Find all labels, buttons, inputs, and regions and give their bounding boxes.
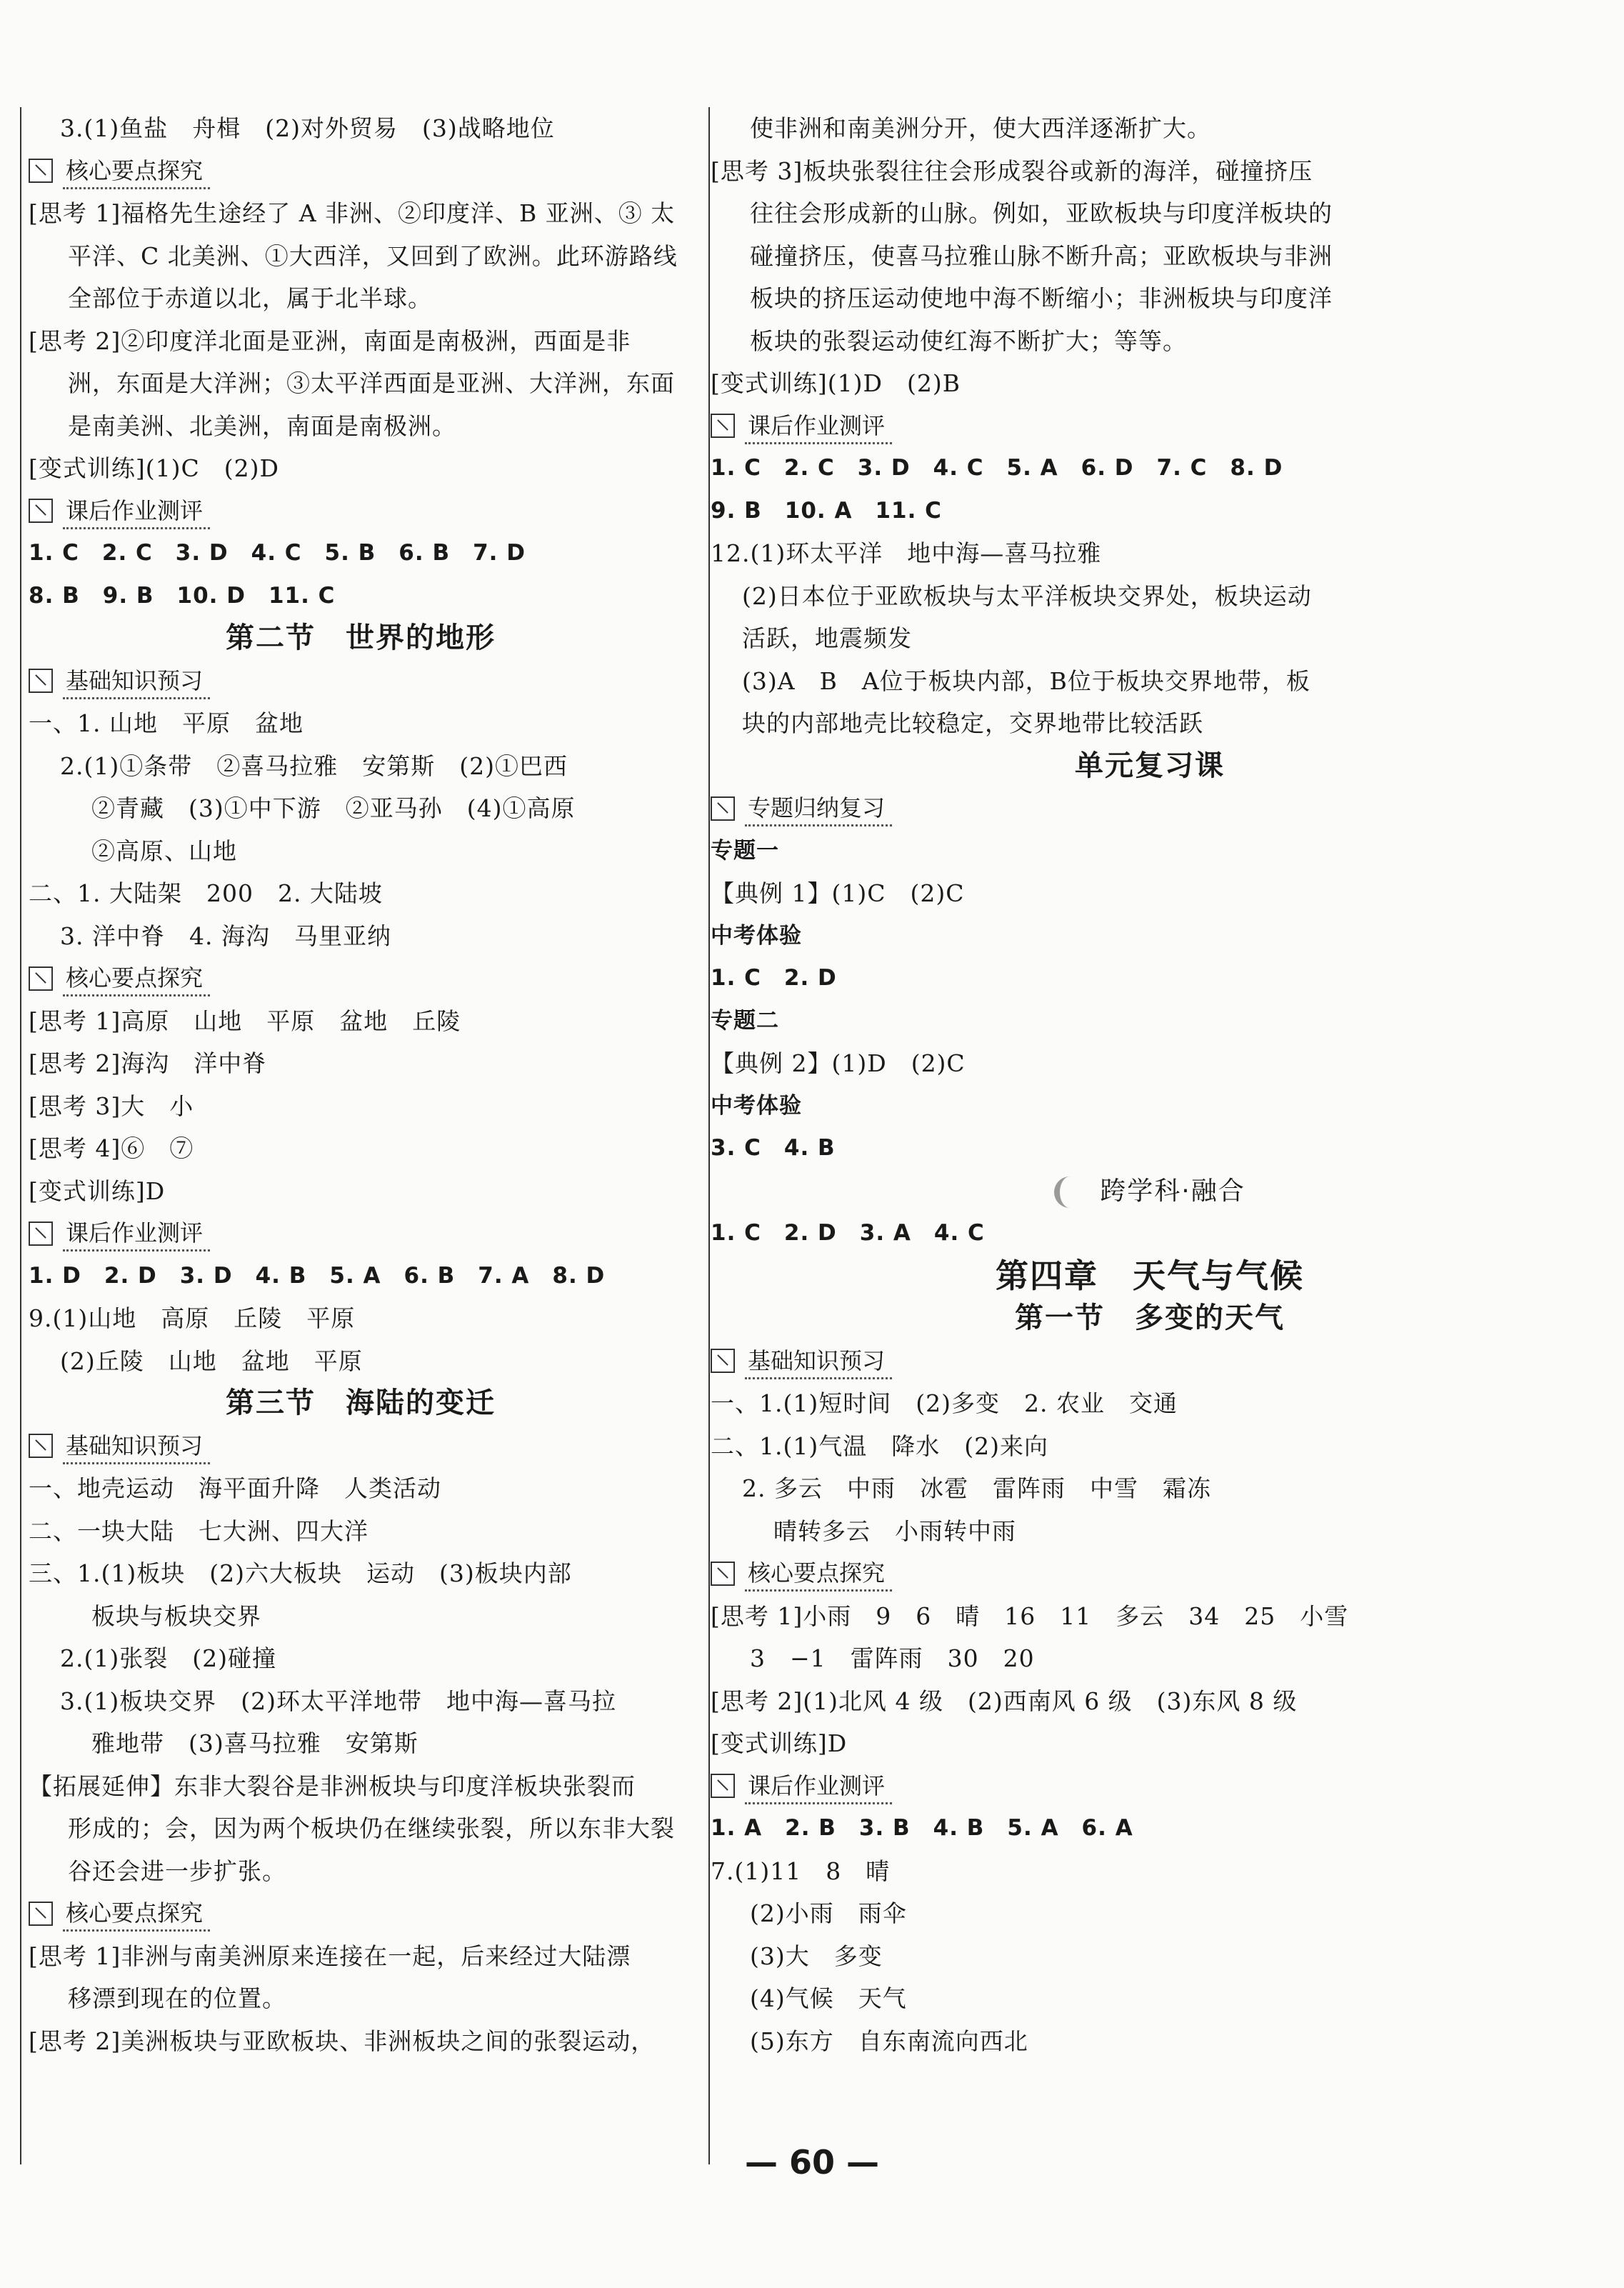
section-header	[711, 405, 1589, 448]
right-column	[711, 107, 1589, 2062]
answer-line: 晴转多云 小雨转中雨	[773, 1517, 1016, 1545]
answer-line: 2.(1)张裂 (2)碰撞	[60, 1644, 276, 1672]
crescent-icon	[1054, 1177, 1086, 1208]
answer-line: 块的内部地壳比较稳定，交界地带比较活跃	[742, 709, 1203, 737]
answer-line: [思考 2]海沟 洋中脊	[29, 1049, 267, 1077]
answer-line: (4)气候 天气	[750, 1984, 907, 2012]
section-title-text: 第二节 世界的地形	[226, 621, 496, 654]
section-title-text: 第三节 海陆的变迁	[226, 1387, 496, 1419]
answer-line: 移漂到现在的位置。	[68, 1984, 286, 2012]
answer-line: [思考 2]美洲板块与亚欧板块、非洲板块之间的张裂运动，	[29, 2027, 656, 2055]
answer-line: 9.(1)山地 高原 丘陵 平原	[29, 1304, 356, 1332]
section-header	[29, 490, 693, 533]
answer-line: 3 −1 雷阵雨 30 20	[750, 1644, 1035, 1672]
section-header	[29, 957, 693, 1000]
answer-line: 一、1. 山地 平原 盆地	[29, 709, 304, 737]
answer-line: [思考 1]高原 山地 平原 盆地 丘陵	[29, 1006, 461, 1035]
section-marker-icon	[711, 1562, 735, 1586]
answer-line: 形成的；会，因为两个板块仍在继续张裂，所以东非大裂	[68, 1814, 675, 1842]
answer-line: 板块的张裂运动使红海不断扩大；等等。	[750, 326, 1187, 355]
answer-line: 雅地带 (3)喜马拉雅 安第斯	[91, 1729, 418, 1757]
section-header	[711, 787, 1589, 830]
section-header-label: 基础知识预习	[745, 1343, 892, 1379]
section-marker-icon	[29, 1222, 53, 1246]
section-header-label: 课后作业测评	[63, 1215, 210, 1252]
answer-line: (2)日本位于亚欧板块与太平洋板块交界处，板块运动	[742, 581, 1312, 610]
section-header-label: 课后作业测评	[745, 408, 892, 444]
section-header	[711, 1765, 1589, 1808]
section-header	[29, 1892, 693, 1935]
section-header-label: 核心要点探究	[63, 960, 210, 996]
answer-line: 一、1.(1)短时间 (2)多变 2. 农业 交通	[711, 1389, 1178, 1417]
answer-line: 【典例 2】(1)D (2)C	[711, 1049, 966, 1077]
answer-line: 专题二	[711, 1007, 779, 1034]
answer-line: 三、1.(1)板块 (2)六大板块 运动 (3)板块内部	[29, 1559, 572, 1587]
answer-line: 二、一块大陆 七大洲、四大洋	[29, 1517, 369, 1545]
answer-line: [思考 1]福格先生途经了 A 非洲、②印度洋、B 亚洲、③ 太	[29, 199, 676, 227]
section-header-label: 课后作业测评	[63, 493, 210, 529]
answer-line: (2)丘陵 山地 盆地 平原	[60, 1347, 363, 1375]
answer-line: [思考 2](1)北风 4 级 (2)西南风 6 级 (3)东风 8 级	[711, 1687, 1298, 1715]
section-marker-icon	[29, 1434, 53, 1458]
section-title-text: 第一节 多变的天气	[1015, 1302, 1285, 1334]
section-marker-icon	[29, 159, 53, 183]
answer-line: [变式训练](1)D (2)B	[711, 369, 961, 397]
answer-line: 全部位于赤道以北，属于北半球。	[68, 284, 432, 312]
answer-line: [变式训练](1)C (2)D	[29, 454, 279, 482]
section-title	[29, 617, 693, 660]
section-header	[711, 1340, 1589, 1383]
answer-line: 板块的挤压运动使地中海不断缩小；非洲板块与印度洋	[750, 284, 1333, 312]
answer-line: 二、1. 大陆架 200 2. 大陆坡	[29, 879, 383, 907]
answer-line: 【拓展延伸】东非大裂谷是非洲板块与印度洋板块张裂而	[29, 1772, 636, 1800]
section-title-text: 第四章 天气与气候	[996, 1256, 1304, 1295]
answer-line: 1. C 2. C 3. D 4. C 5. A 6. D 7. C 8. D	[711, 455, 1283, 481]
section-title	[711, 1170, 1589, 1213]
answer-line: [变式训练]D	[29, 1177, 166, 1205]
answer-line: ②高原、山地	[91, 836, 237, 865]
answer-line: 是南美洲、北美洲，南面是南极洲。	[68, 411, 456, 440]
section-title	[711, 1297, 1589, 1340]
answer-line: [思考 3]板块张裂往往会形成裂谷或新的海洋，碰撞挤压	[711, 156, 1313, 185]
section-header-label: 专题归纳复习	[745, 790, 892, 826]
section-marker-icon	[29, 966, 53, 991]
answer-line: 专题一	[711, 837, 779, 864]
answer-line: 中考体验	[711, 922, 802, 949]
answer-line: [思考 4]⑥ ⑦	[29, 1134, 194, 1162]
answer-line: (3)A B A位于板块内部，B位于板块交界地带，板	[742, 666, 1310, 695]
answer-line: 1. C 2. D	[711, 965, 837, 991]
answer-line: 9. B 10. A 11. C	[711, 497, 942, 524]
answer-line: 谷还会进一步扩张。	[68, 1857, 286, 1885]
answer-line: 1. D 2. D 3. D 4. B 5. A 6. B 7. A 8. D	[29, 1262, 606, 1289]
answer-line: 12.(1)环太平洋 地中海—喜马拉雅	[711, 539, 1102, 567]
answer-line: (2)小雨 雨伞	[750, 1899, 907, 1927]
answer-line: 往往会形成新的山脉。例如，亚欧板块与印度洋板块的	[750, 199, 1333, 227]
answer-line: 2.(1)①条带 ②喜马拉雅 安第斯 (2)①巴西	[60, 751, 568, 780]
answer-line: 【典例 1】(1)C (2)C	[711, 879, 965, 907]
answer-line: 1. A 2. B 3. B 4. B 5. A 6. A	[711, 1815, 1133, 1841]
section-marker-icon	[29, 1902, 53, 1926]
answer-line: 中考体验	[711, 1092, 802, 1119]
section-header	[711, 1552, 1589, 1595]
section-title	[711, 745, 1589, 788]
answer-line: [思考 2]②印度洋北面是亚洲，南面是南极洲，西面是非	[29, 326, 631, 355]
answer-line: 8. B 9. B 10. D 11. C	[29, 582, 336, 609]
answer-line: 3.(1)鱼盐 舟楫 (2)对外贸易 (3)战略地位	[60, 114, 555, 142]
section-header	[29, 660, 693, 703]
answer-line: 2. 多云 中雨 冰雹 雷阵雨 中雪 霜冻	[742, 1474, 1211, 1502]
answer-line: 3.(1)板块交界 (2)环太平洋地带 地中海—喜马拉	[60, 1687, 616, 1715]
answer-line: ②青藏 (3)①中下游 ②亚马孙 (4)①高原	[91, 794, 576, 822]
answer-line: 7.(1)11 8 晴	[711, 1857, 891, 1885]
section-header	[29, 150, 693, 193]
section-header-label: 核心要点探究	[63, 153, 210, 189]
answer-line: [思考 3]大 小	[29, 1091, 194, 1120]
answer-line: (3)大 多变	[750, 1942, 883, 1970]
section-header-label: 核心要点探究	[63, 1895, 210, 1932]
column-divider	[708, 107, 710, 2164]
answer-line: [思考 1]小雨 9 6 晴 16 11 多云 34 25 小雪	[711, 1602, 1349, 1630]
section-marker-icon	[711, 1349, 735, 1373]
section-header-label: 基础知识预习	[63, 1428, 210, 1464]
answer-line: 一、地壳运动 海平面升降 人类活动	[29, 1474, 441, 1502]
answer-line: 3. C 4. B	[711, 1135, 836, 1161]
answer-line: 1. C 2. D 3. A 4. C	[711, 1220, 985, 1246]
answer-line: 使非洲和南美洲分开，使大西洋逐渐扩大。	[750, 114, 1211, 142]
answer-line: 1. C 2. C 3. D 4. C 5. B 6. B 7. D	[29, 540, 526, 566]
answer-line: [变式训练]D	[711, 1729, 848, 1757]
section-marker-icon	[29, 499, 53, 523]
section-marker-icon	[29, 669, 53, 693]
answer-line: 碰撞挤压，使喜马拉雅山脉不断升高；亚欧板块与非洲	[750, 241, 1333, 270]
section-marker-icon	[711, 796, 735, 821]
answer-line: (5)东方 自东南流向西北	[750, 2027, 1028, 2055]
answer-line: 活跃，地震频发	[742, 624, 912, 652]
section-header	[29, 1212, 693, 1255]
section-marker-icon	[711, 1774, 735, 1798]
section-title-text: 跨学科·融合	[1100, 1176, 1245, 1206]
section-header-label: 课后作业测评	[745, 1768, 892, 1804]
section-header-label: 核心要点探究	[745, 1555, 892, 1592]
left-margin-rule	[20, 107, 21, 2164]
answer-line: 板块与板块交界	[91, 1602, 261, 1630]
answer-line: 二、1.(1)气温 降水 (2)来向	[711, 1432, 1048, 1460]
section-title-text: 单元复习课	[1075, 749, 1225, 782]
section-header-label: 基础知识预习	[63, 663, 210, 699]
answer-line: 平洋、C 北美洲、①大西洋，又回到了欧洲。此环游路线	[68, 241, 678, 270]
answer-line: 3. 洋中脊 4. 海沟 马里亚纳	[60, 921, 391, 950]
section-header	[29, 1425, 693, 1468]
answer-line: [思考 1]非洲与南美洲原来连接在一起，后来经过大陆漂	[29, 1942, 631, 1970]
section-title	[29, 1382, 693, 1425]
left-column	[29, 107, 693, 2062]
page-number: — 60 —	[744, 2143, 880, 2182]
section-marker-icon	[711, 414, 735, 438]
answer-line: 洲，东面是大洋洲；③太平洋西面是亚洲、大洋洲，东面	[68, 369, 675, 397]
section-title	[711, 1255, 1589, 1298]
